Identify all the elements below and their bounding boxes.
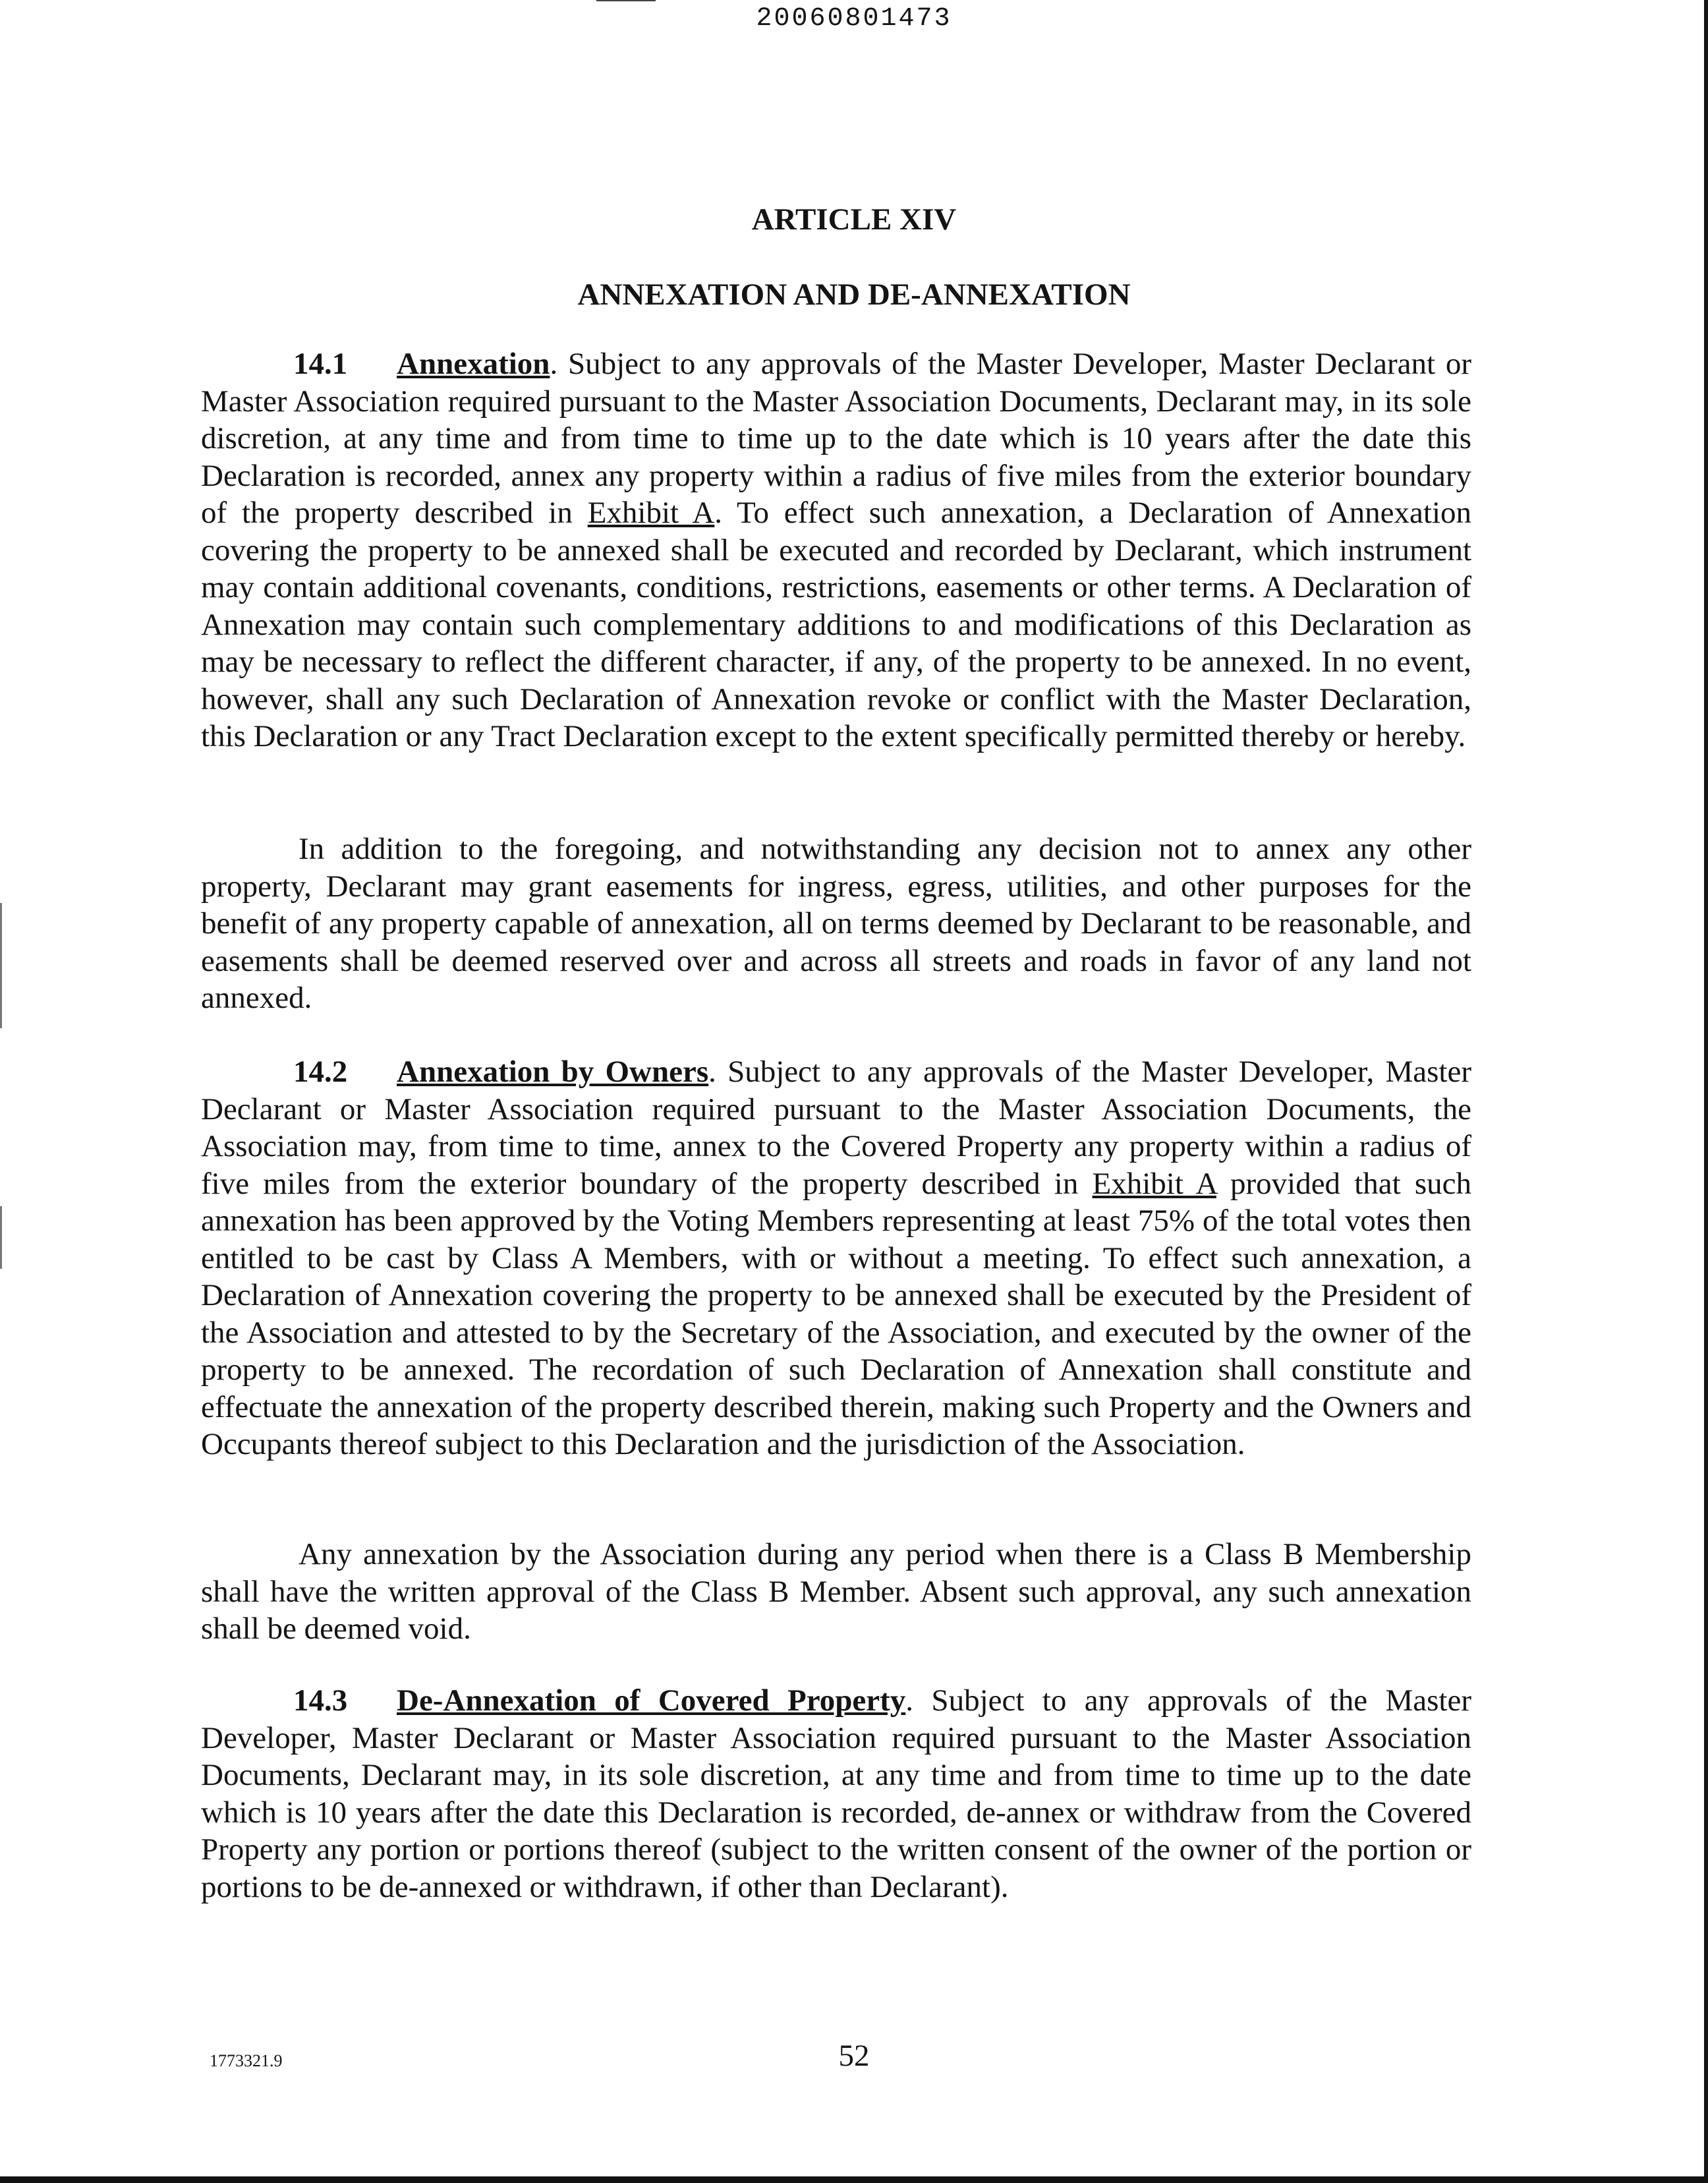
section-14-1-paragraph-2: In addition to the foregoing, and notwithstanding any decision not to annex any other property, Declarant may grant easements for ingress, egress, utilities, and other purposes for the benefit of any property capable of annexation, all on terms deemed by Declarant to be reasonable, and easements shall be deemed reserved over and across all streets and roads in favor of any land not annexed.	[201, 832, 1471, 1015]
section-text: . To effect such annexation, a Declaration of Annexation covering the property to be annexed shall be executed and recorded by Declarant, which instrument may contain additional covenants, conditions, restrictions, easements or other terms. A Declaration of Annexation may contain such complementary additions to and modifications of this Declaration as may be necessary to reflect the different character, if any, of the property to be annexed. In no event, however, shall any such Declaration of Annexation revoke or conflict with the Master Declaration, this Declaration or any Tract Declaration except to the extent specifically permitted thereby or hereby.	[201, 496, 1472, 753]
scan-edge-mark	[0, 903, 2, 1028]
page-number: 52	[838, 2039, 870, 2073]
section-number: 14.2	[293, 1055, 348, 1089]
scan-edge-mark	[0, 1206, 2, 1269]
section-text: . Subject to any approvals of the Master Developer, Master Declarant or Master Association required pursuant to the Master Association Documents, Declarant may, in its sole discretion, at any time and from time to time up to the date which is 10 years after the date this Declaration is recorded, annex any property within a radius of five miles from the exterior boundary of the property described in	[201, 347, 1471, 530]
section-text: . Subject to any approvals of the Master Developer, Master Declarant or Master Association required pursuant to the Master Association Documents, Declarant may, in its sole discretion, at any time and from time to time up to the date which is 10 years after the date this Declaration is recorded, de-annex or withdraw from the Covered Property any portion or portions thereof (subject to the written consent of the owner of the portion or portions to be de-annexed or withdrawn, if other than Declarant).	[201, 1683, 1471, 1904]
exhibit-reference: Exhibit A	[587, 496, 715, 530]
section-14-2-paragraph-2: Any annexation by the Association during any period when there is a Class B Membership shall have the written approval of the Class B Member. Absent such approval, any such annexation shall be deemed void.	[201, 1537, 1471, 1646]
section-title: Annexation	[397, 347, 550, 381]
top-rule	[596, 0, 656, 1]
section-14-1	[201, 345, 1471, 755]
section-title: De-Annexation of Covered Property	[397, 1683, 906, 1718]
exhibit-reference: Exhibit A	[1092, 1166, 1216, 1201]
document-id: 1773321.9	[210, 2051, 283, 2070]
section-number: 14.1	[293, 347, 348, 381]
recording-number: 20060801473	[756, 4, 952, 34]
article-title: ANNEXATION AND DE-ANNEXATION	[577, 277, 1131, 312]
section-text: . Subject to any approvals of the Master Developer, Master Declarant or Master Association required pursuant to the Master Association Documents, the Association may, from time to time, annex to the Covered Property any property within a radius of five miles from the exterior boundary of the property described in	[201, 1055, 1471, 1201]
page-border-bottom	[0, 2176, 1708, 2183]
section-title: Annexation by Owners	[397, 1055, 709, 1089]
section-14-2	[201, 1053, 1471, 1463]
page-border-right	[1704, 0, 1708, 2183]
article-number: ARTICLE XIV	[751, 202, 957, 237]
section-text: provided that such annexation has been approved by the Voting Members representing at least 75% of the total votes then entitled to be cast by Class A Members, with or without a meeting. To effect such annexation, a Declaration of Annexation covering the property to be annexed shall be executed by the President of the Association and attested to by the Secretary of the Association, and executed by the owner of the property to be annexed. The recordation of such Declaration of Annexation shall constitute and effectuate the annexation of the property described therein, making such Property and the Owners and Occupants thereof subject to this Declaration and the jurisdiction of the Association.	[201, 1166, 1472, 1461]
section-14-3	[201, 1682, 1471, 1906]
section-number: 14.3	[293, 1683, 348, 1718]
